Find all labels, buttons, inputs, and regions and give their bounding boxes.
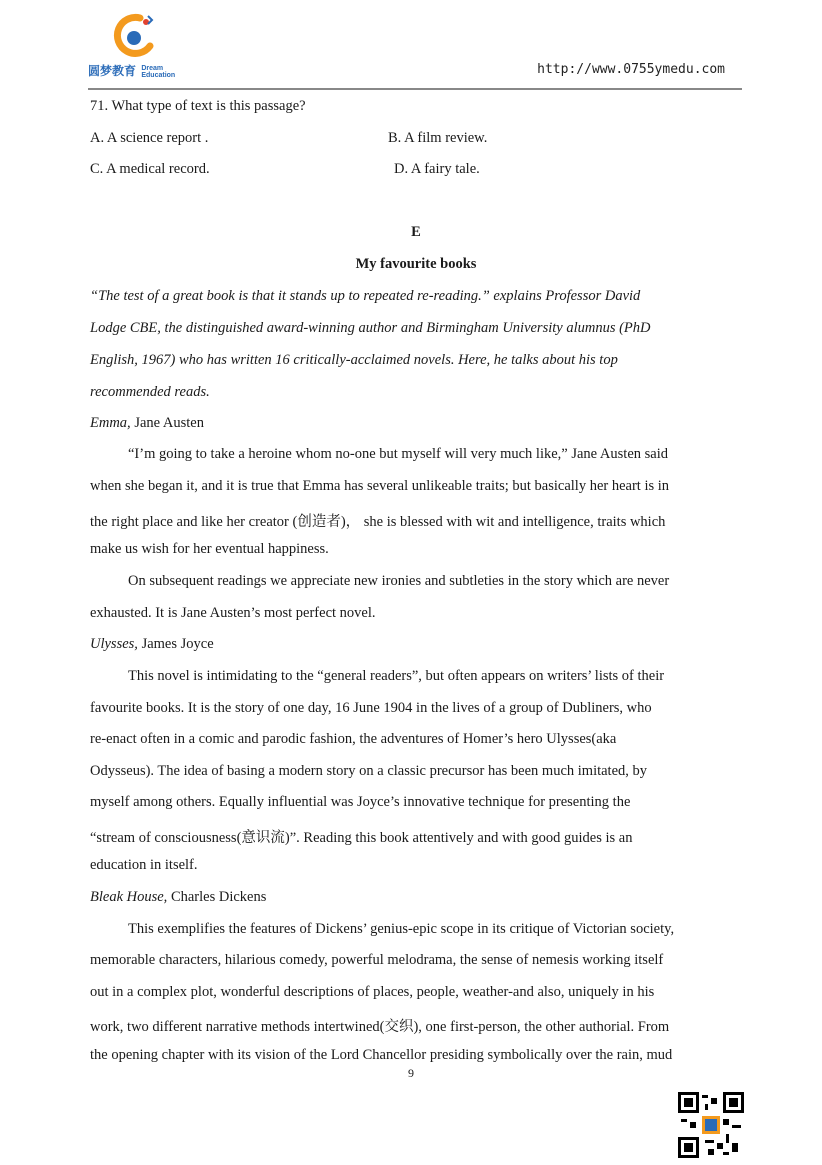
option-a: A. A science report . (90, 130, 209, 146)
page-header (0, 0, 822, 90)
intro-line: recommended reads. (90, 384, 210, 400)
paragraph-line: the right place and like her creator (创造者)， she is blessed with wit and intelligence, traits which (90, 514, 666, 530)
book-title: Bleak House, (90, 889, 168, 905)
paragraph-line: “stream of consciousness(意识流)”. Reading this book attentively and with good guides is an (90, 830, 633, 846)
site-url-link[interactable]: http://www.0755ymedu.com (537, 62, 725, 77)
logo-emblem-icon (110, 12, 158, 60)
logo-wordmark (88, 62, 175, 79)
book-heading (90, 889, 266, 906)
paragraph-line: when she began it, and it is true that Emma has several unlikeable traits; but basically her heart is in (90, 478, 670, 494)
option-d: D. A fairy tale. (394, 161, 480, 177)
book-author: Charles Dickens (167, 889, 267, 905)
paragraph-line: re-enact often in a comic and parodic fashion, the adventures of Homer’s hero Ulysses(aka (90, 731, 617, 747)
option-c: C. A medical record. (90, 161, 210, 177)
header-divider (88, 88, 742, 90)
paragraph-line: memorable characters, hilarious comedy, powerful melodrama, the sense of nemesis working itself (90, 952, 664, 968)
book-author: Jane Austen (130, 415, 204, 431)
section-title: My favourite books (355, 256, 477, 272)
intro-line: Lodge CBE, the distinguished award-winning author and Birmingham University alumnus (PhD (90, 320, 651, 336)
paragraph-line: “I’m going to take a heroine whom no-one but myself will very much like,” Jane Austen said (128, 446, 668, 462)
paragraph-line: This exemplifies the features of Dickens’ genius-epic scope in its critique of Victorian society, (128, 921, 675, 937)
section-letter: E (411, 224, 421, 240)
logo-cn-text: 圆梦教育 (88, 64, 137, 78)
intro-line: “The test of a great book is that it stands up to repeated re-reading.” explains Professor David (90, 288, 641, 304)
paragraph-line: out in a complex plot, wonderful descriptions of places, people, weather-and also, uniquely in his (90, 984, 655, 1000)
page-number: 9 (408, 1066, 414, 1080)
paragraph-line: Odysseus). The idea of basing a modern story on a classic precursor has been much imitated, by (90, 763, 648, 779)
option-b: B. A film review. (388, 130, 488, 146)
logo-en-line-1: Dream (141, 64, 164, 72)
paragraph-line: the opening chapter with its vision of the Lord Chancellor presiding symbolically over the rain, mud (90, 1047, 673, 1063)
paragraph-line: This novel is intimidating to the “general readers”, but often appears on writers’ lists of their (128, 668, 665, 684)
paragraph-line: exhausted. It is Jane Austen’s most perfect novel. (90, 605, 376, 621)
book-heading (90, 636, 214, 653)
paragraph-line: work, two different narrative methods intertwined(交织), one first-person, the other authorial. From (90, 1019, 670, 1035)
paragraph-line: make us wish for her eventual happiness. (90, 541, 329, 557)
book-author: James Joyce (137, 636, 214, 652)
paragraph-line: On subsequent readings we appreciate new ironies and subtleties in the story which are never (128, 573, 670, 589)
intro-line: English, 1967) who has written 16 critically-acclaimed novels. Here, he talks about his top (90, 352, 618, 368)
paragraph-line: myself among others. Equally influential was Joyce’s innovative technique for presenting the (90, 794, 631, 810)
book-title: Emma, (90, 415, 131, 431)
paragraph-line: favourite books. It is the story of one day, 16 June 1904 in the lives of a group of Dubliners, who (90, 700, 652, 716)
qr-code-icon (678, 1092, 744, 1158)
brand-logo (88, 12, 198, 80)
book-heading (90, 415, 204, 432)
logo-en-line-2: Education (141, 71, 176, 79)
paragraph-line: education in itself. (90, 857, 198, 873)
question-stem: 71. What type of text is this passage? (90, 98, 306, 114)
logo-en-text (141, 65, 175, 79)
book-title: Ulysses, (90, 636, 138, 652)
